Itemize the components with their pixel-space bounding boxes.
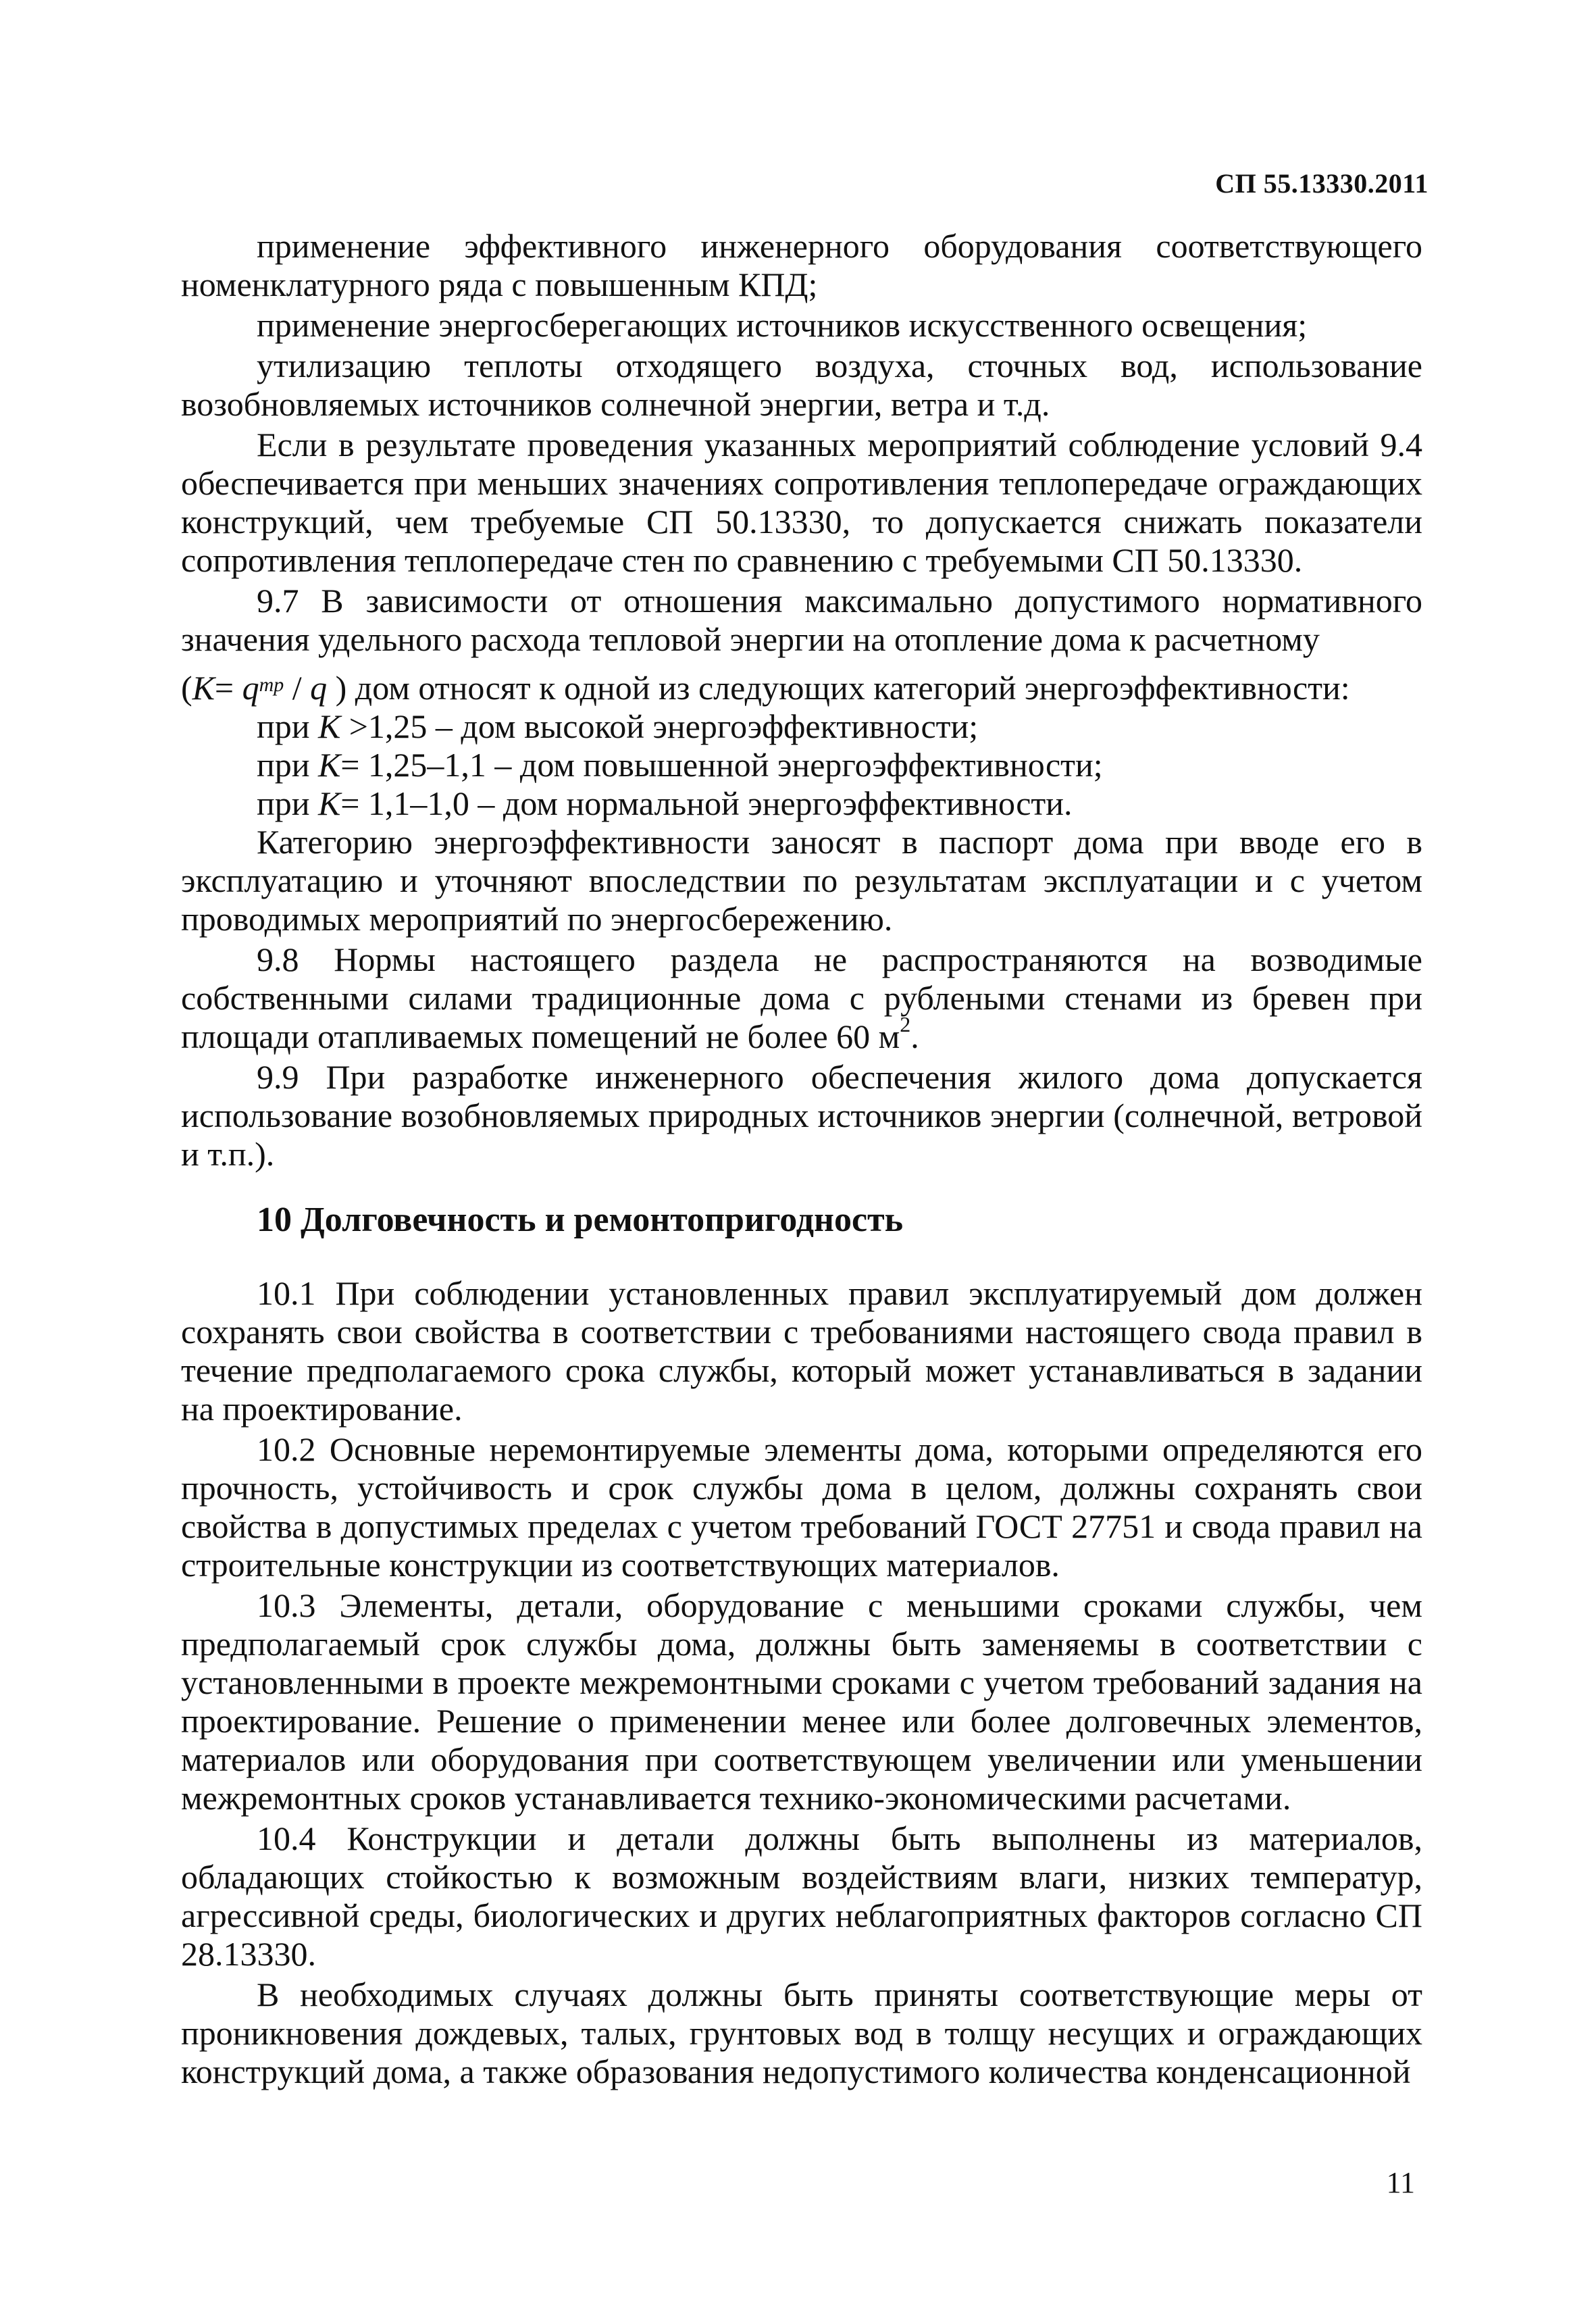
paragraph-9-8 <box>181 940 1422 1056</box>
formula-k: К <box>192 669 215 707</box>
paragraph-10-1: 10.1 При соблюдении установленных правил эксплуатируемый дом должен сохранять свои свойства в соответствии с требованиями настоящего свода правил в течение предполагаемого срока службы, который может устанавливаться в задании на проектирование. <box>181 1274 1422 1428</box>
energy-efficiency-formula <box>181 665 1422 707</box>
category-normal-prefix: при <box>257 784 319 822</box>
paragraph-lighting: применение энергосберегающих источников искусственного освещения; <box>257 306 1308 344</box>
formula-eq: = <box>214 669 242 707</box>
paragraph-10-4: 10.4 Конструкции и детали должны быть выполнены из материалов, обладающих стойкостью к возможным воздействиям влаги, низких температур, агрессивной среды, биологических и других неблагоприятных факторов согласно СП 28.13330. <box>181 1819 1422 1973</box>
page-number: 11 <box>1386 2166 1415 2199</box>
paragraph-heat-resistance: Если в результате проведения указанных мероприятий соблюдение условий 9.4 обеспечивается при меньших значениях сопротивления теплопередаче ограждающих конструкций, чем требуемые СП 50.13330, то допускается снижать показатели сопротивления теплопередаче стен по сравнению с требуемыми СП 50.13330. <box>181 426 1422 579</box>
category-high-k: К <box>318 707 341 745</box>
category-normal-text: = 1,1–1,0 – дом нормальной энергоэффективности. <box>340 784 1073 822</box>
formula-slash: / <box>284 669 311 707</box>
paragraph-9-8-end: . <box>910 1017 919 1055</box>
paragraph-10-3: 10.3 Элементы, детали, оборудование с меньшими сроками службы, чем предполагаемый срок службы дома, должны быть заменяемы в соответствии с установленными в проекте межремонтными сроками с учетом требований задания на проектирование. Решение о применении менее или более долговечных элементов, материалов или оборудования при соответствующем увеличении или уменьшении межремонтных сроков устанавливается технико-экономическими расчетами. <box>181 1586 1422 1817</box>
paragraph-9-7: 9.7 В зависимости от отношения максимально допустимого нормативного значения удельного расхода тепловой энергии на отопление дома к расчетному <box>181 582 1422 658</box>
category-increased-prefix: при <box>257 746 319 784</box>
paragraph-equipment: применение эффективного инженерного оборудования соответствующего номенклатурного ряда с повышенным КПД; <box>181 227 1422 303</box>
paragraph-9-9: 9.9 При разработке инженерного обеспечения жилого дома допускается использование возобновляемых природных источников энергии (солнечной, ветровой и т.п.). <box>181 1058 1422 1173</box>
body-text <box>181 227 1422 2091</box>
paragraph-9-8-text: 9.8 Нормы настоящего раздела не распространяются на возводимые собственными силами традиционные дома с рублеными стенами из бревен при площади отапливаемых помещений не более 60 м <box>181 940 1422 1055</box>
category-high-prefix: при <box>257 707 319 745</box>
category-increased <box>181 746 1422 784</box>
category-high <box>181 707 1422 746</box>
section-heading-10: 10 Долговечность и ремонтопригодность <box>257 1201 904 1239</box>
category-normal-k: К <box>318 784 341 822</box>
formula-q-req-subscript: тр <box>259 674 284 696</box>
formula-rest: дом относят к одной из следующих категорий энергоэффективности: <box>346 669 1350 707</box>
category-increased-text: = 1,25–1,1 – дом повышенной энергоэффективности; <box>340 746 1103 784</box>
paragraph-utilization: утилизацию теплоты отходящего воздуха, сточных вод, использование возобновляемых источников солнечной энергии, ветра и т.д. <box>181 347 1422 423</box>
formula-open: ( <box>181 669 192 707</box>
formula-q: q <box>310 669 328 707</box>
paragraph-10-2: 10.2 Основные неремонтируемые элементы дома, которыми определяются его прочность, устойчивость и срок службы дома в целом, должны сохранять свои свойства в допустимых пределах с учетом требований ГОСТ 27751 и свода правил на строительные конструкции из соответствующих материалов. <box>181 1430 1422 1584</box>
formula-close: ) <box>327 669 347 707</box>
category-increased-k: К <box>318 746 341 784</box>
square-superscript: 2 <box>900 1012 911 1036</box>
category-normal <box>181 784 1422 823</box>
formula-q-req: q <box>242 669 259 707</box>
category-high-text: >1,25 – дом высокой энергоэффективности; <box>340 707 979 745</box>
paragraph-passport: Категорию энергоэффективности заносят в паспорт дома при вводе его в эксплуатацию и уточняют впоследствии по результатам эксплуатации и с учетом проводимых мероприятий по энергосбережению. <box>181 823 1422 938</box>
document-code: СП 55.13330.2011 <box>1215 168 1428 199</box>
paragraph-10-5: В необходимых случаях должны быть приняты соответствующие меры от проникновения дождевых, талых, грунтовых вод в толщу несущих и ограждающих конструкций дома, а также образования недопустимого количества конденсационной <box>181 1976 1422 2090</box>
